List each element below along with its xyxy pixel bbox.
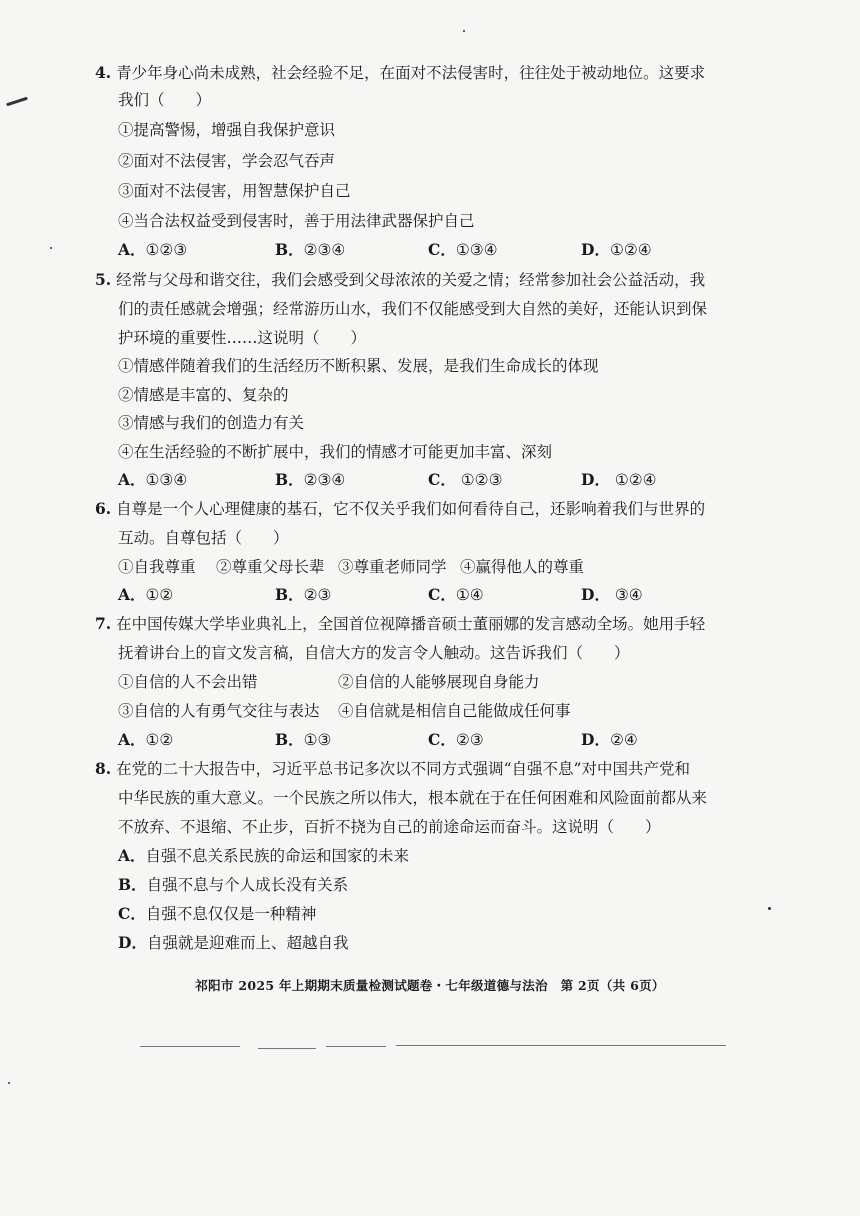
question-number: 7. bbox=[95, 614, 112, 633]
question-number: 8. bbox=[95, 759, 112, 778]
statement-item: ①自我尊重 bbox=[118, 558, 196, 576]
choice-d: D．②④ bbox=[581, 730, 638, 749]
question-number: 6. bbox=[95, 499, 112, 518]
statement-item: ④当合法权益受到侵害时，善于用法律武器保护自己 bbox=[118, 212, 475, 230]
statement-item: ②尊重父母长辈 bbox=[216, 558, 325, 576]
choice-a: A．①② bbox=[118, 585, 174, 604]
question-stem-line: 们的责任感就会增强；经常游历山水，我们不仅能感受到大自然的美好，还能认识到保 bbox=[118, 300, 708, 318]
question-stem-line: 中华民族的重大意义。一个民族之所以伟大，根本就在于在任何困难和风险面前都从来 bbox=[118, 789, 708, 807]
page-footer: 祁阳市 2025 年上期期末质量检测试题卷・七年级道德与法治 第 2页（共 6页） bbox=[195, 978, 665, 993]
question-stem-line: 抚着讲台上的盲文发言稿，自信大方的发言令人触动。这告诉我们（ ） bbox=[118, 644, 630, 662]
choice-a: A．①②③ bbox=[118, 240, 188, 259]
statement-item: ③自信的人有勇气交往与表达 bbox=[118, 702, 320, 720]
choice-c: C．②③ bbox=[428, 730, 484, 749]
statement-item: ①自信的人不会出错 bbox=[118, 673, 258, 691]
choice-b: B．②③ bbox=[275, 585, 332, 604]
question-stem-line: 7. 在中国传媒大学毕业典礼上，全国首位视障播音硕士董丽娜的发言感动全场。她用手轻 bbox=[95, 614, 706, 633]
choice-b: B．②③④ bbox=[275, 470, 346, 489]
choice-b: B．自强不息与个人成长没有关系 bbox=[118, 875, 349, 894]
choice-d: D． ①②④ bbox=[581, 470, 657, 489]
question-stem-line: 4. 青少年身心尚未成熟，社会经验不足，在面对不法侵害时，往往处于被动地位。这要求 bbox=[95, 63, 706, 82]
choice-d: D． ③④ bbox=[581, 585, 643, 604]
scan-mark bbox=[8, 1082, 10, 1084]
scan-rule bbox=[396, 1045, 726, 1046]
scan-mark bbox=[768, 907, 771, 910]
scan-mark bbox=[6, 97, 28, 107]
question-stem-line: 不放弃、不退缩、不止步，百折不挠为自己的前途命运而奋斗。这说明（ ） bbox=[118, 818, 661, 836]
choice-b: B．①③ bbox=[275, 730, 332, 749]
question-stem-line: 我们（ ） bbox=[118, 91, 212, 109]
statement-item: ③面对不法侵害，用智慧保护自己 bbox=[118, 182, 351, 200]
statement-item: ④自信就是相信自己能做成任何事 bbox=[338, 702, 571, 720]
statement-item: ①情感伴随着我们的生活经历不断积累、发展，是我们生命成长的体现 bbox=[118, 357, 599, 375]
scan-rule bbox=[140, 1046, 240, 1047]
choice-c: C．①④ bbox=[428, 585, 484, 604]
question-number: 4. bbox=[95, 63, 112, 82]
choice-c: C． ①②③ bbox=[428, 470, 503, 489]
question-stem-line: 护环境的重要性……这说明（ ） bbox=[118, 329, 367, 347]
question-number: 5. bbox=[95, 270, 112, 289]
choice-c: C．①③④ bbox=[428, 240, 498, 259]
scan-rule bbox=[258, 1048, 316, 1049]
statement-item: ③情感与我们的创造力有关 bbox=[118, 414, 305, 432]
scan-rule bbox=[326, 1046, 386, 1047]
choice-b: B．②③④ bbox=[275, 240, 346, 259]
question-stem-line: 8. 在党的二十大报告中，习近平总书记多次以不同方式强调“自强不息”对中国共产党和 bbox=[95, 759, 690, 778]
question-stem-line: 5. 经常与父母和谐交往，我们会感受到父母浓浓的关爱之情；经常参加社会公益活动，我 bbox=[95, 270, 706, 289]
choice-d: D．①②④ bbox=[581, 240, 652, 259]
choice-a: A．①② bbox=[118, 730, 174, 749]
scan-mark bbox=[50, 247, 52, 249]
statement-item: ④在生活经验的不断扩展中，我们的情感才可能更加丰富、深刻 bbox=[118, 443, 553, 461]
question-stem-line: 互动。自尊包括（ ） bbox=[118, 529, 289, 547]
choice-c: C．自强不息仅仅是一种精神 bbox=[118, 904, 317, 923]
statement-item: ③尊重老师同学 bbox=[338, 558, 447, 576]
question-stem-line: 6. 自尊是一个人心理健康的基石，它不仅关乎我们如何看待自己，还影响着我们与世界的 bbox=[95, 499, 706, 518]
scan-mark bbox=[463, 30, 465, 32]
choice-a: A．自强不息关系民族的命运和国家的未来 bbox=[118, 846, 410, 865]
choice-a: A．①③④ bbox=[118, 470, 188, 489]
statement-item: ②自信的人能够展现自身能力 bbox=[338, 673, 540, 691]
statement-item: ②情感是丰富的、复杂的 bbox=[118, 386, 289, 404]
statement-item: ②面对不法侵害，学会忍气吞声 bbox=[118, 152, 336, 170]
statement-item: ④赢得他人的尊重 bbox=[460, 558, 585, 576]
statement-item: ①提高警惕，增强自我保护意识 bbox=[118, 121, 336, 139]
choice-d: D．自强就是迎难而上、超越自我 bbox=[118, 933, 349, 952]
